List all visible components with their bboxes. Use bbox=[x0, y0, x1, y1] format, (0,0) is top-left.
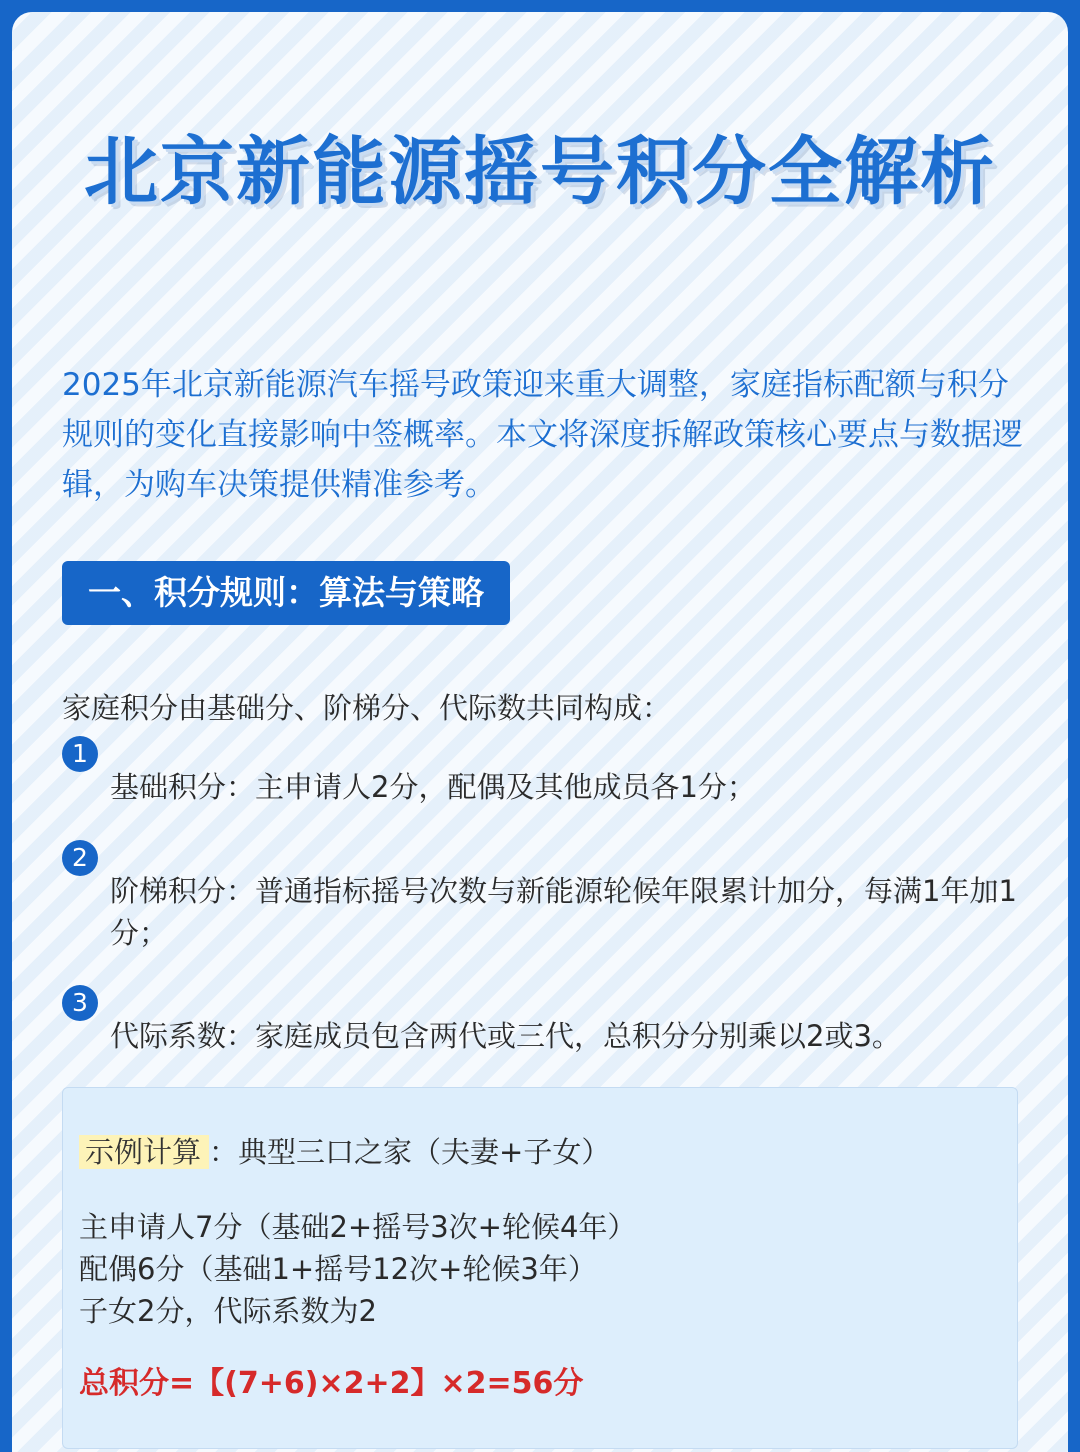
list-item-text: 基础积分：主申请人2分，配偶及其他成员各1分； bbox=[110, 770, 756, 804]
example-box bbox=[62, 1087, 1018, 1449]
number-badge-2: 2 bbox=[62, 840, 98, 876]
list-item-text: 代际系数：家庭成员包含两代或三代，总积分分别乘以2或3。 bbox=[110, 1019, 901, 1053]
page-title: 北京新能源摇号积分全解析 bbox=[84, 129, 996, 215]
example-line: 子女2分，代际系数为2 bbox=[79, 1294, 377, 1328]
example-tag: 示例计算 bbox=[79, 1135, 209, 1169]
example-calculation bbox=[79, 1206, 636, 1332]
page-frame bbox=[12, 12, 1068, 1452]
intro-paragraph: 2025年北京新能源汽车摇号政策迎来重大调整，家庭指标配额与积分规则的变化直接影响中签概率。本文将深度拆解政策核心要点与数据逻辑，为购车决策提供精准参考。 bbox=[62, 367, 1023, 503]
example-line: 配偶6分（基础1+摇号12次+轮候3年） bbox=[79, 1252, 597, 1286]
total-score: 总积分=【(7+6)×2+2】×2=56分 bbox=[79, 1366, 584, 1401]
example-heading bbox=[79, 1132, 610, 1172]
section-lead: 家庭积分由基础分、阶梯分、代际数共同构成： bbox=[62, 691, 672, 725]
number-badge-3: 3 bbox=[62, 985, 98, 1021]
list-item-text: 阶梯积分：普通指标摇号次数与新能源轮候年限累计加分，每满1年加1分； bbox=[110, 874, 1017, 950]
example-line: 主申请人7分（基础2+摇号3次+轮候4年） bbox=[79, 1210, 637, 1244]
number-badge-1: 1 bbox=[62, 736, 98, 772]
section-header: 一、积分规则：算法与策略 bbox=[62, 561, 510, 625]
example-description: ：典型三口之家（夫妻+子女） bbox=[209, 1135, 611, 1169]
